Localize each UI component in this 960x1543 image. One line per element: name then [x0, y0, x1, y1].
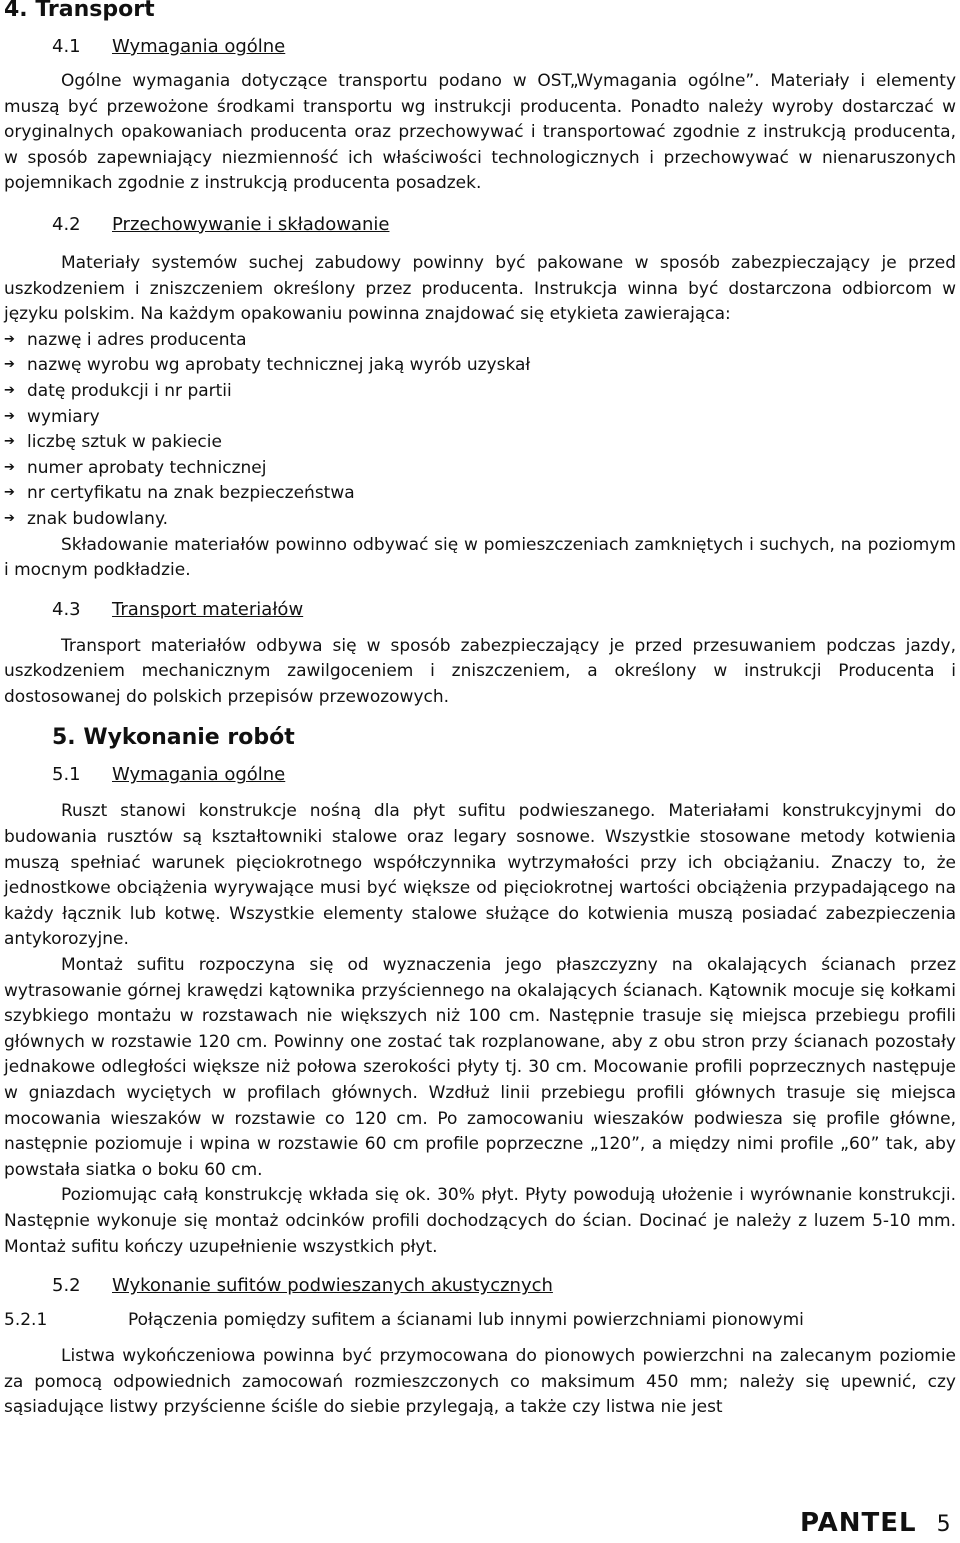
- section-number: 5.2.1: [4, 1310, 48, 1331]
- arrow-bullet-icon: ➔: [4, 485, 15, 501]
- brand-logo-text: PANTEL: [800, 1508, 917, 1538]
- list-item: ➔ liczbę sztuk w pakiecie: [4, 430, 956, 456]
- list-item: ➔ wymiary: [4, 405, 956, 431]
- paragraph: Listwa wykończeniowa powinna być przymocowana do pionowych powierzchni na zalecanym poziomie za pomocą odpowiednich zamocowań rozmieszczonych co maksimum 450 mm; należy się upewnić, czy sąsiadujące listwy przyścienne ściśle do siebie przylegają, a także czy listwa nie jest: [4, 1346, 956, 1418]
- section-number: 5.1: [52, 764, 81, 786]
- section-title: Transport materiałów: [112, 598, 304, 620]
- section-4-1-heading: [4, 35, 956, 59]
- paragraph: Składowanie materiałów powinno odbywać się w pomieszczeniach zamkniętych i suchych, na poziomym i mocnym podkładzie.: [4, 534, 956, 581]
- arrow-bullet-icon: ➔: [4, 331, 15, 347]
- section-5-2-1-heading: [4, 1308, 956, 1332]
- section-title: Wymagania ogólne: [112, 764, 286, 786]
- list-item: ➔ nazwę wyrobu wg aprobaty technicznej jaką wyrób uzyskał: [4, 353, 956, 379]
- section-number: 5.2: [52, 1275, 81, 1297]
- section-number: 4.3: [52, 598, 81, 620]
- paragraph: Montaż sufitu rozpoczyna się od wyznaczenia jego płaszczyzny na okalających ścianach przez wytrasowanie górnej krawędzi kątownika przyściennego na okalających ścianach. Kątownik mocuje się kołkami szybkiego montażu w rozstawach nie większych niż 100 cm. Następnie trasuje się miejsca przebiegu profili głównych w rozstawie 120 cm. Powinny one zostać tak rozplanowane, aby z obu stron przy ścianach pozostały jednakowe odległości większe niż połowa szerokości płyty tj. 30 cm. Mocowanie profili poprzecznych następuje w gniazdach wyciętych w profilach głównych. Wzdłuż linii przebiegu profili głównych trasuje się miejsca mocowania wieszaków w rozstawie co 120 cm. Po zamocowaniu wieszaków podwiesza się profile główne, następnie poziomuje i wpina w rozstawie 60 cm profile poprzeczne „120”, a między nimi profile „60” tak, aby powstała siatka o boku 60 cm.: [4, 955, 956, 1180]
- paragraph: Ruszt stanowi konstrukcje nośną dla płyt sufitu podwieszanego. Materiałami konstrukcyjnymi do budowania rusztów są kształtowniki stalowe oraz legary sosnowe. Wszystkie stosowane metody kotwienia muszą spełniać warunek pięciokrotnego współczynnika wytrzymałości przy ich obciążaniu. Znaczy to, że jednostkowe obciążenia wyrywające musi być większe od pięciokrotnej wartości obciążenia przypadającego na każdy łącznik lub kotwę. Wszystkie elementy stalowe służące do kotwienia muszą posiadać zabezpieczenia antykorozyjne.: [4, 801, 956, 950]
- arrow-bullet-icon: ➔: [4, 382, 15, 398]
- arrow-bullet-icon: ➔: [4, 434, 15, 450]
- arrow-bullet-icon: ➔: [4, 459, 15, 475]
- section-5-1-heading: [4, 763, 956, 787]
- section-title: Przechowywanie i składowanie: [112, 213, 390, 235]
- list-item: ➔ numer aprobaty technicznej: [4, 456, 956, 482]
- section-number: 4.1: [52, 36, 81, 57]
- list-item: ➔ datę produkcji i nr partii: [4, 379, 956, 405]
- list-item: ➔ znak budowlany.: [4, 507, 956, 533]
- list-item: ➔ nr certyfikatu na znak bezpieczeństwa: [4, 481, 956, 507]
- section-title: Połączenia pomiędzy sufitem a ścianami lub innymi powierzchniami pionowymi: [128, 1310, 804, 1331]
- section-title: Wykonanie sufitów podwieszanych akustycznych: [112, 1275, 553, 1297]
- label-contents-list: [4, 328, 956, 533]
- arrow-bullet-icon: ➔: [4, 510, 15, 526]
- section-4-2-heading: [4, 213, 956, 237]
- section-number: 4.2: [52, 213, 81, 235]
- section-4-3-heading: [4, 598, 956, 622]
- list-item: ➔ nazwę i adres producenta: [4, 328, 956, 354]
- section-title: Wymagania ogólne: [112, 36, 286, 57]
- arrow-bullet-icon: ➔: [4, 357, 15, 373]
- section-5-2-heading: [4, 1274, 956, 1298]
- section-5-heading: 5. Wykonanie robót: [52, 725, 295, 751]
- arrow-bullet-icon: ➔: [4, 408, 15, 424]
- paragraph: Poziomując całą konstrukcję wkłada się ok. 30% płyt. Płyty powodują ułożenie i wyrównanie konstrukcji. Następnie wykonuje się montaż odcinków profili dochodzących do ścian. Docinać je należy z luzem 5-10 mm. Montaż sufitu kończy uzupełnienie wszystkich płyt.: [4, 1185, 956, 1257]
- document-page: [4, 0, 956, 1421]
- paragraph: Materiały systemów suchej zabudowy powinny być pakowane w sposób zabezpieczający je przed uszkodzeniem i zniszczeniem określony przez producenta. Instrukcja winna być dostarczona odbiorcom w języku polskim. Na każdym opakowaniu powinna znajdować się etykieta zawierająca:: [4, 252, 956, 325]
- page-number: 5: [936, 1512, 952, 1537]
- paragraph: Ogólne wymagania dotyczące transportu podano w OST„Wymagania ogólne”. Materiały i elementy muszą być przewożone środkami transportu wg instrukcji producenta. Ponadto należy wyroby dostarczać w oryginalnych opakowaniach producenta oraz przechowywać i transportować zgodnie z instrukcją producenta, w sposób zapewniający niezmienność ich właściwości technologicznych i przechowywać w nienaruszonych pojemnikach zgodnie z instrukcją producenta posadzek.: [4, 71, 956, 194]
- page-footer: [800, 1508, 952, 1538]
- paragraph: Transport materiałów odbywa się w sposób zabezpieczający je przed przesuwaniem podczas jazdy, uszkodzeniem mechanicznym zawilgoceniem i zniszczeniem, a określony w instrukcji Producenta i dostosowanej do polskich przepisów przewozowych.: [4, 635, 956, 707]
- section-4-heading: 4. Transport: [4, 0, 155, 22]
